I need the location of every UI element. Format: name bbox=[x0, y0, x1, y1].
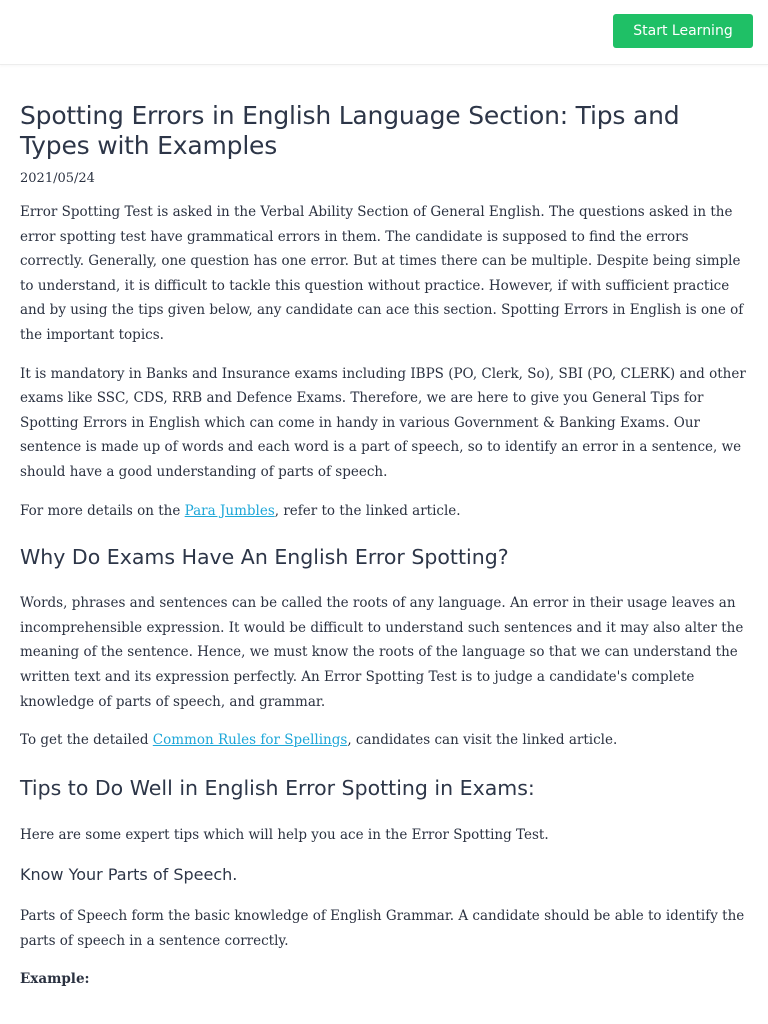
section-heading-tips: Tips to Do Well in English Error Spotting in Exams: bbox=[20, 775, 535, 800]
more-details-text-before: For more details on the bbox=[20, 502, 185, 519]
intro-paragraph-2: It is mandatory in Banks and Insurance exams including IBPS (PO, Clerk, So), SBI (PO, CLERK) and other exams like SSC, CDS, RRB and Defence Exams. Therefore, we are here to give you General Tips for Spotting Errors in English which can come in handy in various Government & Banking Exams. Our sentence is made up of words and each word is a part of speech, so to identify an error in a sentence, we should have a good understanding of parts of speech. bbox=[20, 365, 746, 480]
spellings-paragraph bbox=[20, 728, 748, 753]
parts-of-speech-paragraph: Parts of Speech form the basic knowledge of English Grammar. A candidate should be able to identify the parts of speech in a sentence correctly. bbox=[20, 908, 745, 949]
more-details-text-after: , refer to the linked article. bbox=[274, 502, 461, 519]
intro-paragraph-1: Error Spotting Test is asked in the Verbal Ability Section of General English. The questions asked in the error spotting test have grammatical errors in them. The candidate is supposed to find the errors correctly. Generally, one question has one error. But at times there can be multiple. Despite being simple to understand, it is difficult to tackle this question without practice. However, if with sufficient practice and by using the tips given below, any candidate can ace this section. Spotting Errors in English is one of the important topics. bbox=[20, 204, 744, 343]
article bbox=[0, 65, 768, 992]
common-rules-spellings-link[interactable]: Common Rules for Spellings bbox=[152, 732, 348, 749]
tips-intro-paragraph: Here are some expert tips which will help you ace in the Error Spotting Test. bbox=[20, 826, 549, 843]
article-date: 2021/05/24 bbox=[20, 171, 95, 186]
section-heading-why: Why Do Exams Have An English Error Spotting? bbox=[20, 545, 509, 570]
top-header bbox=[0, 0, 768, 65]
para-jumbles-link[interactable]: Para Jumbles bbox=[184, 502, 275, 519]
subheading-parts-of-speech: Know Your Parts of Speech. bbox=[20, 865, 238, 885]
example-label: Example: bbox=[20, 971, 90, 988]
article-title: Spotting Errors in English Language Section: Tips and Types with Examples bbox=[20, 101, 680, 160]
more-details-paragraph bbox=[20, 499, 748, 524]
why-paragraph-1: Words, phrases and sentences can be called the roots of any language. An error in their usage leaves an incomprehensible expression. It would be difficult to understand such sentences and it may also alter the meaning of the sentence. Hence, we must know the roots of the language so that we can understand the written text and its expression perfectly. An Error Spotting Test is to judge a candidate's complete knowledge of parts of speech, and grammar. bbox=[20, 595, 744, 710]
spellings-text-before: To get the detailed bbox=[20, 732, 153, 749]
start-learning-button[interactable]: Start Learning bbox=[613, 14, 753, 48]
spellings-text-after: , candidates can visit the linked article. bbox=[347, 732, 618, 749]
